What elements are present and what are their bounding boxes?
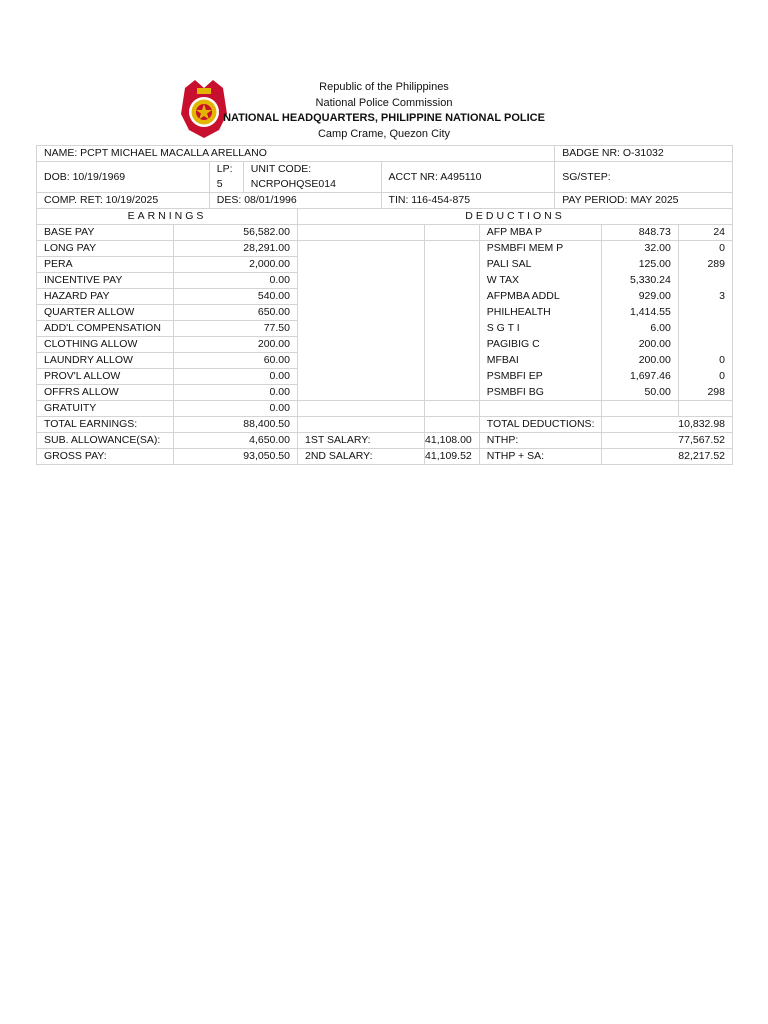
- blank-cell: [425, 337, 480, 353]
- earning-label: INCENTIVE PAY: [37, 273, 174, 289]
- blank-cell: [297, 385, 424, 401]
- deduction-value: 125.00: [602, 257, 678, 273]
- gross-pay-label: GROSS PAY:: [37, 449, 174, 465]
- deduction-extra: 24: [678, 225, 732, 241]
- deduction-extra: [678, 305, 732, 321]
- lp-label: LP:: [216, 163, 233, 175]
- earning-label: QUARTER ALLOW: [37, 305, 174, 321]
- total-earnings-value: 88,400.50: [174, 417, 298, 433]
- header-location: Camp Crame, Quezon City: [317, 127, 451, 140]
- earning-value: 650.00: [174, 305, 298, 321]
- blank-cell: [425, 321, 480, 337]
- deduction-value: 6.00: [602, 321, 678, 337]
- earning-label: ADD'L COMPENSATION: [37, 321, 174, 337]
- deduction-value: 929.00: [602, 289, 678, 305]
- sub-allowance-label: SUB. ALLOWANCE(SA):: [37, 433, 174, 449]
- earning-value: 0.00: [174, 401, 298, 417]
- deduction-extra: [678, 401, 732, 417]
- second-salary-value: 41,109.52: [425, 449, 480, 465]
- designation-date: DES: 08/01/1996: [209, 193, 381, 209]
- blank-cell: [425, 385, 480, 401]
- blank-cell: [425, 401, 480, 417]
- deduction-value: 5,330.24: [602, 273, 678, 289]
- deduction-extra: 289: [678, 257, 732, 273]
- total-earnings-label: TOTAL EARNINGS:: [37, 417, 174, 433]
- earning-label: PERA: [37, 257, 174, 273]
- deduction-extra: [678, 321, 732, 337]
- blank-cell: [297, 257, 424, 273]
- earning-value: 540.00: [174, 289, 298, 305]
- account-number: ACCT NR: A495110: [381, 162, 555, 193]
- pay-details-table: [36, 208, 733, 465]
- blank-cell: [297, 353, 424, 369]
- deduction-label: PALI SAL: [479, 257, 602, 273]
- deduction-value: 50.00: [602, 385, 678, 401]
- gross-pay-value: 93,050.50: [174, 449, 298, 465]
- blank-cell: [297, 337, 424, 353]
- earning-label: LAUNDRY ALLOW: [37, 353, 174, 369]
- table-row: [37, 369, 733, 385]
- blank-cell: [425, 225, 480, 241]
- blank-cell: [297, 369, 424, 385]
- earning-label: GRATUITY: [37, 401, 174, 417]
- deduction-label: AFP MBA P: [479, 225, 602, 241]
- deduction-extra: 3: [678, 289, 732, 305]
- table-row: [37, 321, 733, 337]
- tin-number: TIN: 116-454-875: [381, 193, 555, 209]
- blank-cell: [425, 305, 480, 321]
- earning-value: 0.00: [174, 385, 298, 401]
- deduction-label: [479, 401, 602, 417]
- deduction-label: PSMBFI BG: [479, 385, 602, 401]
- earning-label: BASE PAY: [37, 225, 174, 241]
- earning-label: HAZARD PAY: [37, 289, 174, 305]
- detail-rows: [37, 225, 733, 417]
- earning-label: LONG PAY: [37, 241, 174, 257]
- deduction-label: AFPMBA ADDL: [479, 289, 602, 305]
- earning-label: OFFRS ALLOW: [37, 385, 174, 401]
- deduction-label: S G T I: [479, 321, 602, 337]
- earning-value: 200.00: [174, 337, 298, 353]
- blank-cell: [297, 241, 424, 257]
- table-row: [37, 337, 733, 353]
- blank-cell: [297, 273, 424, 289]
- table-row: [37, 225, 733, 241]
- payslip: [36, 145, 733, 465]
- blank-cell: [297, 225, 424, 241]
- deduction-label: PSMBFI MEM P: [479, 241, 602, 257]
- deduction-value: 200.00: [602, 337, 678, 353]
- sg-step: SG/STEP:: [555, 162, 733, 193]
- table-row: [37, 353, 733, 369]
- earning-value: 0.00: [174, 273, 298, 289]
- employee-info-table: [36, 145, 733, 209]
- earning-value: 60.00: [174, 353, 298, 369]
- date-of-birth: DOB: 10/19/1969: [37, 162, 210, 193]
- nthp-sa-label: NTHP + SA:: [479, 449, 602, 465]
- deduction-value: 32.00: [602, 241, 678, 257]
- deduction-label: PSMBFI EP: [479, 369, 602, 385]
- earning-label: PROV'L ALLOW: [37, 369, 174, 385]
- deduction-value: 1,414.55: [602, 305, 678, 321]
- lp-value: 5: [216, 178, 223, 190]
- document-header: [0, 80, 768, 142]
- deduction-extra: [678, 273, 732, 289]
- blank-cell: [297, 289, 424, 305]
- blank-cell: [297, 321, 424, 337]
- badge-number: BADGE NR: O-31032: [555, 146, 733, 162]
- deduction-value: 200.00: [602, 353, 678, 369]
- blank-cell: [425, 257, 480, 273]
- table-row: [37, 241, 733, 257]
- table-row: [37, 289, 733, 305]
- blank-cell: [425, 241, 480, 257]
- table-row: [37, 401, 733, 417]
- deduction-extra: 0: [678, 369, 732, 385]
- earning-value: 2,000.00: [174, 257, 298, 273]
- table-row: [37, 385, 733, 401]
- deduction-extra: [678, 337, 732, 353]
- deduction-value: 1,697.46: [602, 369, 678, 385]
- earning-value: 77.50: [174, 321, 298, 337]
- table-row: [37, 273, 733, 289]
- unit-code-value: NCRPOHQSE014: [250, 178, 336, 190]
- deduction-label: W TAX: [479, 273, 602, 289]
- nthp-sa-value: 82,217.52: [602, 449, 733, 465]
- header-nhq: NATIONAL HEADQUARTERS, PHILIPPINE NATIONAL POLICE: [223, 112, 545, 124]
- blank-cell: [297, 417, 424, 433]
- header-republic: Republic of the Philippines: [319, 81, 449, 93]
- deduction-value: 848.73: [602, 225, 678, 241]
- earning-value: 56,582.00: [174, 225, 298, 241]
- deduction-extra: 298: [678, 385, 732, 401]
- earning-value: 0.00: [174, 369, 298, 385]
- deductions-heading: DEDUCTIONS: [297, 209, 732, 225]
- pay-period: PAY PERIOD: MAY 2025: [555, 193, 733, 209]
- deduction-extra: 0: [678, 353, 732, 369]
- blank-cell: [425, 353, 480, 369]
- deduction-label: PAGIBIG C: [479, 337, 602, 353]
- blank-cell: [425, 417, 480, 433]
- lp-cell: [209, 162, 243, 193]
- deduction-label: MFBAI: [479, 353, 602, 369]
- blank-cell: [425, 289, 480, 305]
- earning-label: CLOTHING ALLOW: [37, 337, 174, 353]
- deduction-value: [602, 401, 678, 417]
- deduction-label: PHILHEALTH: [479, 305, 602, 321]
- table-row: [37, 257, 733, 273]
- unit-code-cell: [243, 162, 381, 193]
- unit-code-label: UNIT CODE:: [250, 163, 312, 175]
- employee-name: NAME: PCPT MICHAEL MACALLA ARELLANO: [37, 146, 555, 162]
- blank-cell: [297, 401, 424, 417]
- blank-cell: [297, 305, 424, 321]
- first-salary-label: 1ST SALARY:: [297, 433, 424, 449]
- table-row: [37, 305, 733, 321]
- nthp-label: NTHP:: [479, 433, 602, 449]
- total-deductions-value: 10,832.98: [602, 417, 733, 433]
- first-salary-value: 41,108.00: [425, 433, 480, 449]
- earnings-heading: EARNINGS: [37, 209, 298, 225]
- blank-cell: [425, 369, 480, 385]
- second-salary-label: 2ND SALARY:: [297, 449, 424, 465]
- compulsory-retirement: COMP. RET: 10/19/2025: [37, 193, 210, 209]
- header-napolcom: National Police Commission: [315, 96, 453, 109]
- blank-cell: [425, 273, 480, 289]
- sub-allowance-value: 4,650.00: [174, 433, 298, 449]
- deduction-extra: 0: [678, 241, 732, 257]
- nthp-value: 77,567.52: [602, 433, 733, 449]
- earning-value: 28,291.00: [174, 241, 298, 257]
- total-deductions-label: TOTAL DEDUCTIONS:: [479, 417, 602, 433]
